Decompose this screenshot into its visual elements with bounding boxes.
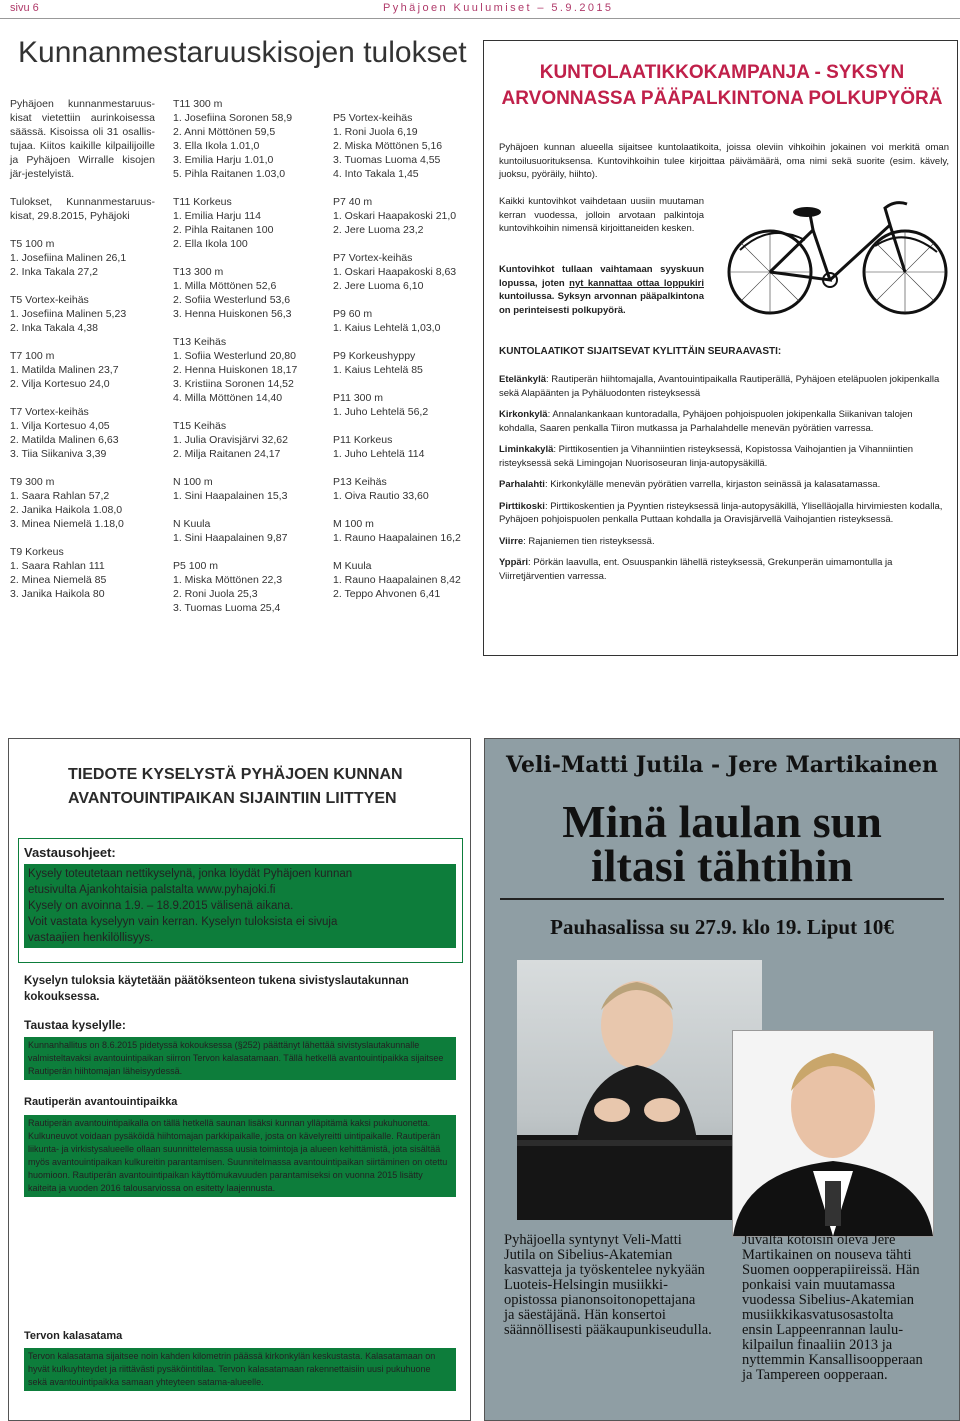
results-list-1: [10, 237, 155, 615]
answers-list: [24, 864, 456, 948]
event-title: N 100 m: [173, 476, 213, 488]
result-line: 1. Oskari Haapakoski 21,0: [333, 210, 457, 222]
result-line: 2. Miska Möttönen 5,16: [333, 140, 443, 152]
result-line: 2. Ella Ikola 100: [173, 238, 248, 250]
result-line: 2. Milja Raitanen 24,17: [173, 448, 281, 460]
result-line: 2. Jere Luoma 23,2: [333, 224, 424, 236]
bio-line: kasvatteja ja työskentelee nykyään: [504, 1262, 705, 1278]
event-title: P13 Keihäs: [333, 476, 387, 488]
notice-title: [68, 763, 403, 811]
result-line: 2. Pihla Raitanen 100: [173, 224, 274, 236]
result-line: 3. Kristiina Soronen 14,52: [173, 378, 294, 390]
background-text: Kunnanhallitus on 8.6.2015 pidetyssä kokouksessa (§252) päättänyt lähettää sivistyslautakunnalle valmisteltavaksi avantouintipaikan siirron Tervon kalasatamaan. Tällä hetkellä avantouintipaikka sijaitsee Rautiperän hiihtomajan läheisyydessä.: [24, 1037, 456, 1080]
result-line: 1. Sini Haapalainen 15,3: [173, 490, 288, 502]
results-column-3: [333, 111, 478, 615]
result-line: 3. Minea Niemelä 1.18,0: [10, 518, 124, 530]
result-line: 1. Oskari Haapakoski 8,63: [333, 266, 457, 278]
event-title: T7 100 m: [10, 350, 55, 362]
campaign-paragraph-1: Kaikki kuntovihkot vaihdetaan uusiin muutaman kerran vuodessa, jolloin arvotaan palkintoja kuntovihkoihin nimensä kirjoittaneiden kesken.: [499, 196, 704, 234]
results-list-2: [173, 97, 318, 629]
bio-line: ponkaisi vain muutamassa: [742, 1277, 896, 1293]
location-item: [499, 373, 949, 400]
result-line: 3. Ella Ikola 1.01,0: [173, 140, 260, 152]
spacer: [10, 461, 155, 475]
location-item: [499, 478, 949, 492]
location-item: [499, 408, 949, 435]
spacer: [333, 545, 478, 559]
result-line: 1. Julia Oravisjärvi 32,62: [173, 434, 288, 446]
result-line: 4. Into Takala 1,45: [333, 168, 419, 180]
result-line: 1. Emilia Harju 114: [173, 210, 261, 222]
location-text: : Pirttikoskentien ja Pyyntien risteyksessä linja-autopysäkillä, Yliselläojalla hirvimiesten kodalla, Pyhäjoen pohjoispuolen penkalla Puttaan kohdalla ja Oravisjärvellä Vaihojantien risteyksessä.: [499, 500, 943, 525]
spacer: [333, 237, 478, 251]
results-list-3: [333, 111, 478, 615]
page-title: Kunnanmestaruuskisojen tulokset: [18, 36, 467, 69]
result-line: 1. Roni Juola 6,19: [333, 126, 418, 138]
spacer: [333, 335, 478, 349]
result-line: 2. Matilda Malinen 6,63: [10, 434, 119, 446]
event-title: T11 Korkeus: [173, 196, 232, 208]
spacer: [173, 405, 318, 419]
event-title: P11 300 m: [333, 392, 384, 404]
event-title: P5 Vortex-keihäs: [333, 112, 413, 124]
bio-line: säännöllisesti pääkaupunkiseudulla.: [504, 1322, 712, 1338]
bio-veli-matti: [504, 1233, 734, 1338]
location-village: Yppäri: [499, 557, 529, 568]
spacer: [173, 321, 318, 335]
result-line: 1. Rauno Haapalainen 16,2: [333, 532, 461, 544]
result-line: 2. Henna Huiskonen 18,17: [173, 364, 298, 376]
result-line: 2. Teppo Ahvonen 6,41: [333, 588, 441, 600]
location-village: Viirre: [499, 535, 524, 547]
rautipera-heading: Rautiperän avantouintipaikka: [24, 1096, 178, 1108]
result-line: 2. Minea Niemelä 85: [10, 574, 107, 586]
concert-title-line2: iltasi tähtihin: [590, 840, 853, 891]
answers-heading: Vastausohjeet:: [24, 845, 116, 860]
results-column-2: [173, 97, 318, 629]
campaign-p2-start: Kuntovihkot tullaan vaihtamaan syyskuun lopussa, joten: [499, 264, 704, 289]
location-village: Etelänkylä: [499, 374, 546, 385]
event-title: T9 300 m: [10, 476, 55, 488]
bio-line: Luoteis-Helsingin musiikki-: [504, 1277, 668, 1293]
result-line: 1. Kaius Lehtelä 85: [333, 364, 423, 376]
campaign-p2-end: kuntoilussa. Syksyn arvonnan pääpalkintona on perinteisesti polkupyörä.: [499, 291, 704, 316]
campaign-paragraph-2: [499, 263, 704, 317]
campaign-title-line1: KUNTOLAATIKKOKAMPANJA - SYKSYN: [539, 62, 905, 83]
result-line: 1. Saara Rahlan 111: [10, 560, 105, 572]
notice-title-line2: AVANTOUINTIPAIKAN SIJAINTIIN LIITTYEN: [68, 790, 397, 807]
result-line: 1. Vilja Kortesuo 4,05: [10, 420, 110, 432]
header-divider: [0, 18, 960, 19]
location-text: : Kirkonkylälle menevän pyörätien varrella, kirjaston seinässä ja kalasatamassa.: [544, 479, 881, 490]
event-title: T7 Vortex-keihäs: [10, 406, 89, 418]
photo-jere: [732, 1030, 934, 1237]
location-item: [499, 556, 949, 583]
spacer: [333, 377, 478, 391]
intro-text: Pyhäjoen kunnanmestaruus-kisat vietettiin aurinkoisessa säässä. Kisoissa oli 31 osallis-tujaa. Kiitos kaikille kilpailijoille ja Pyhäjoen Wirralle kisojen jär-jestelyistä.: [10, 98, 155, 180]
answer-line[interactable]: etusivulta Ajankohtaisia palstalta www.pyhajoki.fi: [28, 884, 276, 896]
result-line: 2. Roni Juola 25,3: [173, 588, 258, 600]
locations-list: [499, 373, 949, 591]
event-title: P11 Korkeus: [333, 434, 393, 446]
bio-line: Jutila on Sibelius-Akatemian: [504, 1247, 673, 1263]
campaign-p2-underline: nyt kannattaa ottaa loppukiri: [569, 277, 704, 289]
result-line: 1. Josefiina Soronen 58,9: [173, 112, 293, 124]
event-title: P9 Korkeushyppy: [333, 350, 416, 362]
location-text: : Annalankankaan kuntoradalla, Pyhäjoen pohjoispuolen jokipenkalla Siikanivan talojen kohdalla, Saaren penkalla Tiiron mutkassa ja Parhalahdelle menevän pyörätien varressa.: [499, 409, 913, 434]
campaign-intro: Pyhäjoen kunnan alueella sijaitsee kuntolaatikoita, joissa oleviin vihkoihin jokainen voi merkitä oman kuntoilusuorituksensa. Kuntovihkoihin tulee kirjoittaa päivämäärä, oma nimi sekä suorite (esim. kävely, juoksu, pyöräily, hiihto).: [499, 142, 949, 180]
concert-performers: Veli-Matti Jutila - Jere Martikainen: [505, 752, 939, 778]
event-title: T9 Korkeus: [10, 546, 64, 558]
spacer: [173, 545, 318, 559]
result-line: 2. Sofiia Westerlund 53,6: [173, 294, 291, 306]
result-line: 2. Janika Haikola 1.08,0: [10, 504, 123, 516]
result-line: 3. Tiia Siikaniva 3,39: [10, 448, 107, 460]
answer-line: Kysely on avoinna 1.9. – 18.9.2015 välisenä aikana.: [28, 900, 294, 912]
spacer: [173, 181, 318, 195]
rautipera-text: Rautiperän avantouintipaikalla on tällä hetkellä saunan lisäksi kunnan ylläpitämä kaksi pukuhuonetta. Kulkuneuvot voidaan pysäköidä hiihtomajan parkkipaikalle, josta on kävelyreitti uintipaikalle. Rautiperän liikunta- ja virkistysalueelle ollaan suunnittelemassa uusia toimintoja ja alueen kehittämistä, jota sisältää myös avantouintipaikan kulkureitin parantamisen. Suunnitelmassa avantouintipaikan siirtäminen on otettu huomioon. Rautiperän avantouintipaikan käyttömukavuuden parantamiseksi on vuonna 2015 lisätty kaiteita ja vuoden 2016 talousarviossa on esitetty laajennusta.: [24, 1115, 456, 1197]
bio-line: opistossa pianonsoitonopettajana: [504, 1292, 696, 1308]
spacer: [173, 461, 318, 475]
spacer: [10, 531, 155, 545]
bio-line: vuodessa Sibelius-Akatemian: [742, 1292, 914, 1308]
bio-line: nyttemmin Kansallisoopperaan: [742, 1352, 923, 1368]
spacer: [10, 335, 155, 349]
bio-line: Pyhäjoella syntynyt Veli-Matti: [504, 1232, 682, 1248]
notice-usage: Kyselyn tuloksia käytetään päätöksenteon tukena sivistyslautakunnan kokouksessa.: [24, 975, 409, 1003]
results-subheading: Tulokset, Kunnanmestaruus-kisat, 29.8.2015, Pyhäjoki: [10, 196, 155, 222]
location-village: Liminkakylä: [499, 444, 554, 455]
location-village: Kirkonkylä: [499, 409, 548, 420]
bio-line: musiikkikasvatusosastolta: [742, 1307, 894, 1323]
event-title: T11 300 m: [173, 98, 223, 110]
result-line: 1. Miska Möttönen 22,3: [173, 574, 283, 586]
result-line: 3. Tuomas Luoma 4,55: [333, 154, 441, 166]
bio-line: Suomen oopperapiireissä. Hän: [742, 1262, 920, 1278]
event-title: M Kuula: [333, 560, 372, 572]
location-item: [499, 500, 949, 527]
result-line: 5. Pihla Raitanen 1.03,0: [173, 168, 286, 180]
result-line: 4. Milla Möttönen 14,40: [173, 392, 283, 404]
event-title: T13 300 m: [173, 266, 224, 278]
concert-title-line1: Minä laulan sun: [562, 796, 882, 847]
bicycle-image: [725, 190, 950, 318]
results-column-1: [10, 97, 155, 615]
bio-line: Martikainen on nouseva tähti: [742, 1247, 912, 1263]
result-line: 2. Anni Möttönen 59,5: [173, 126, 276, 138]
result-line: 1. Matilda Malinen 23,7: [10, 364, 119, 376]
bio-line: ensin Lappeenrannan laulu-: [742, 1322, 904, 1338]
result-line: 3. Henna Huiskonen 56,3: [173, 308, 292, 320]
result-line: 1. Kaius Lehtelä 1,03,0: [333, 322, 441, 334]
spacer: [333, 181, 478, 195]
event-title: N Kuula: [173, 518, 211, 530]
bio-line: kilpailun finaaliin 2013 ja: [742, 1337, 893, 1353]
location-village: Pirttikoski: [499, 500, 545, 512]
event-title: P7 40 m: [333, 196, 373, 208]
location-item: [499, 443, 949, 470]
result-line: 3. Emilia Harju 1.01,0: [173, 154, 274, 166]
event-title: P5 100 m: [173, 560, 218, 572]
location-text: : Pörkän laavulla, ent. Osuuspankin lähellä risteyksessä, Grekunperän uimamontulla ja Viirretjärventien varressa.: [499, 557, 893, 582]
photo-veli-matti: [517, 960, 762, 1220]
location-item: [499, 535, 949, 549]
result-line: 1. Rauno Haapalainen 8,42: [333, 574, 461, 586]
campaign-title: [497, 60, 947, 112]
location-text: : Pirttikosentien ja Vihanniintien risteyksessä, Kopistossa Vaihojantien ja Vihanniintien risteyksessä sekä Limingojan Nuorisoseuran linja-autopysäkillä.: [499, 444, 914, 469]
location-text: : Rajaniemen tien risteyksessä.: [523, 535, 655, 547]
result-line: 1. Oiva Rautio 33,60: [333, 490, 429, 502]
notice-title-line1: TIEDOTE KYSELYSTÄ PYHÄJOEN KUNNAN: [68, 766, 403, 783]
event-title: T13 Keihäs: [173, 336, 227, 348]
page-number: sivu 6: [10, 2, 39, 14]
bio-line: ja säestäjänä. Hän konsertoi: [504, 1307, 666, 1323]
publication-header: Pyhäjoen Kuulumiset – 5.9.2015: [383, 2, 614, 14]
event-title: M 100 m: [333, 518, 374, 530]
spacer: [173, 503, 318, 517]
result-line: 1. Sini Haapalainen 9,87: [173, 532, 288, 544]
spacer: [333, 293, 478, 307]
result-line: 3. Janika Haikola 80: [10, 588, 105, 600]
campaign-title-line2: ARVONNASSA PÄÄPALKINTONA POLKUPYÖRÄ: [501, 88, 943, 109]
answer-line: Voit vastata kyselyyn vain kerran. Kyselyn tuloksista ei sivuja: [28, 916, 338, 928]
result-line: 1. Sofiia Westerlund 20,80: [173, 350, 296, 362]
result-line: 1. Josefiina Malinen 5,23: [10, 308, 127, 320]
location-text: : Rautiperän hiihtomajalla, Avantouintipaikalla Rautiperällä, Pyhäjoen eteläpuolen jokipenkalla sekä Alapäänten ja Pyhäluodonten risteyksessä: [499, 374, 940, 399]
event-title: T15 Keihäs: [173, 420, 227, 432]
result-line: 1. Juho Lehtelä 56,2: [333, 406, 429, 418]
concert-divider: [500, 898, 944, 900]
result-line: 3. Tuomas Luoma 25,4: [173, 602, 281, 614]
concert-title: [484, 796, 960, 891]
result-line: 2. Vilja Kortesuo 24,0: [10, 378, 110, 390]
result-line: 2. Inka Takala 27,2: [10, 266, 98, 278]
result-line: 2. Inka Takala 4,38: [10, 322, 98, 334]
event-title: P7 Vortex-keihäs: [333, 252, 413, 264]
result-line: 2. Jere Luoma 6,10: [333, 280, 424, 292]
result-line: 1. Josefiina Malinen 26,1: [10, 252, 127, 264]
locations-heading: KUNTOLAATIKOT SIJAITSEVAT KYLITTÄIN SEURAAVASTI:: [499, 346, 782, 357]
event-title: T5 100 m: [10, 238, 55, 250]
spacer: [173, 251, 318, 265]
spacer: [333, 461, 478, 475]
spacer: [10, 601, 155, 615]
answer-line: Kysely toteutetaan nettikyselynä, jonka löydät Pyhäjoen kunnan: [28, 868, 353, 880]
location-village: Parhalahti: [499, 479, 545, 490]
tervo-text: Tervon kalasatama sijaitsee noin kahden kilometrin päässä kirkonkylän keskustasta. Kalasatamaan on hyvät kulkuyhteydet ja riittävästi pysäköintitilaa. Tervon kalasatamaan rakennettaisiin uusi pukuhuone sekä avantouintipaikka samaan yhteyteen satama-alueelle.: [24, 1348, 456, 1391]
result-line: 1. Saara Rahlan 57,2: [10, 490, 110, 502]
event-title: T5 Vortex-keihäs: [10, 294, 89, 306]
background-heading: Taustaa kyselylle:: [24, 1018, 126, 1032]
bio-line: ja Tampereen oopperaan.: [742, 1367, 888, 1383]
spacer: [173, 615, 318, 629]
bio-line: Juvalta kotoisin oleva Jere: [742, 1232, 896, 1248]
spacer: [333, 601, 478, 615]
result-line: 1. Milla Möttönen 52,6: [173, 280, 277, 292]
spacer: [10, 391, 155, 405]
spacer: [333, 503, 478, 517]
answer-line: vastaajien henkilöllisyys.: [28, 932, 154, 944]
result-line: 1. Juho Lehtelä 114: [333, 448, 425, 460]
tervo-heading: Tervon kalasatama: [24, 1330, 123, 1342]
spacer: [333, 419, 478, 433]
bio-jere: [742, 1233, 954, 1383]
spacer: [10, 279, 155, 293]
concert-venue: Pauhasalissa su 27.9. klo 19. Liput 10€: [550, 915, 894, 939]
event-title: P9 60 m: [333, 308, 373, 320]
